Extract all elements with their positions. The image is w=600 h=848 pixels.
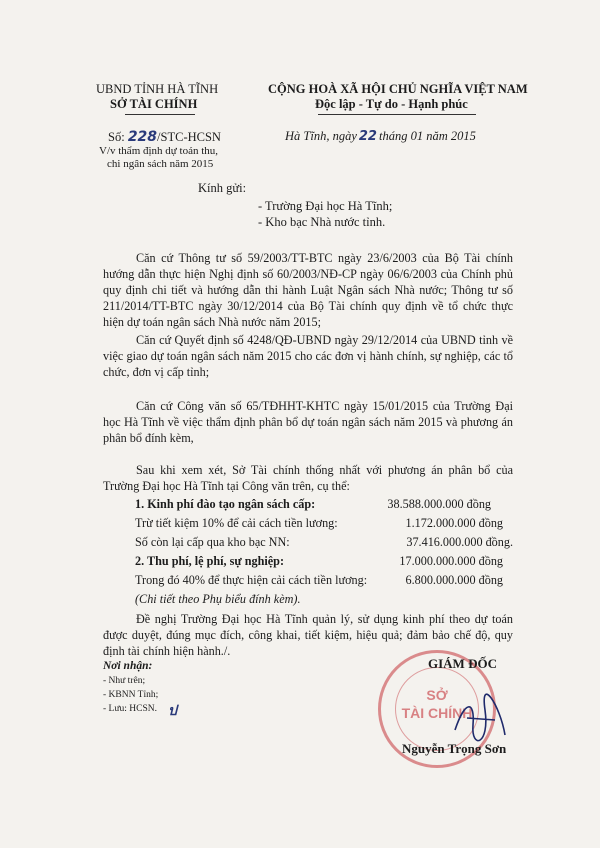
amount-row — [135, 535, 513, 551]
amount-value: 1.172.000.000 đồng — [405, 516, 503, 530]
signer-title: GIÁM ĐỐC — [428, 656, 497, 671]
amount-value: 17.000.000.000 đồng — [399, 554, 503, 568]
amount-label: Trừ tiết kiệm 10% để cải cách tiền lương: — [135, 516, 338, 530]
national-motto: Độc lập - Tự do - Hạnh phúc — [315, 97, 468, 111]
paragraph-legal-basis-2: Căn cứ Quyết định số 4248/QĐ-UBND ngày 29/12/2014 của UBND tỉnh về việc giao dự toán ngân sách năm 2015 cho các đơn vị hành chính, sự nghiệp, các tổ chức, đơn vị cấp tỉnh; — [103, 333, 513, 379]
doc-number-handwritten: 228 — [127, 129, 158, 145]
amount-value: 38.588.000.000 đồng — [387, 497, 491, 511]
amount-label: 1. Kinh phí đào tạo ngân sách cấp: — [135, 497, 316, 511]
amount-value: 6.800.000.000 đồng — [405, 573, 503, 587]
greeting: Kính gửi: — [198, 181, 247, 195]
amount-row — [135, 516, 513, 532]
date-prefix: Hà Tĩnh, ngày — [285, 129, 357, 143]
date-suffix: tháng 01 năm 2015 — [378, 129, 476, 143]
agency-underline — [125, 114, 195, 115]
amount-value: 37.416.000.000 đồng. — [406, 535, 513, 549]
document-number — [108, 129, 221, 145]
paragraph-conclusion: Sau khi xem xét, Sở Tài chính thống nhất với phương án phân bổ của Trường Đại học Hà Tĩnh tại Công văn trên, cụ thể: — [103, 463, 513, 493]
recipients-title: Nơi nhận: — [103, 660, 153, 672]
paragraph-request: Đề nghị Trường Đại học Hà Tĩnh quản lý, sử dụng kinh phí theo dự toán được duyệt, đúng mục đích, công khai, tiết kiệm, hiệu quả; đảm bảo chế độ, quy định tài chính hiện hành./. — [103, 612, 513, 658]
paragraph-legal-basis-3: Căn cứ Công văn số 65/TĐHHT-KHTC ngày 15/01/2015 của Trường Đại học Hà Tĩnh về việc thẩm định phân bổ dự toán ngân sách năm 2015 và phương án phân bổ đính kèm, — [103, 399, 513, 445]
recipient-1: - Trường Đại học Hà Tĩnh; — [258, 199, 393, 213]
footer-recipient: - Như trên; — [103, 676, 146, 686]
handwritten-mark: ป — [168, 703, 177, 719]
amount-label: Số còn lại cấp qua kho bạc NN: — [135, 535, 290, 549]
footer-recipient: - Lưu: HCSN. — [103, 704, 157, 714]
recipient-2: - Kho bạc Nhà nước tỉnh. — [258, 215, 386, 229]
amount-label: 2. Thu phí, lệ phí, sự nghiệp: — [135, 554, 284, 568]
issue-date — [285, 129, 476, 144]
subject-line-1: V/v thẩm định dự toán thu, — [99, 145, 219, 157]
amount-row — [135, 554, 513, 570]
amount-row — [135, 573, 513, 589]
doc-number-prefix: Số: — [108, 130, 125, 144]
subject-line-2: chi ngân sách năm 2015 — [107, 158, 214, 170]
paragraph-legal-basis-1: Căn cứ Thông tư số 59/2003/TT-BTC ngày 23/6/2003 của Bộ Tài chính hướng dẫn thực hiện Nghị định số 60/2003/NĐ-CP ngày 06/6/2003 của Chính phủ quy định chi tiết và hướng dẫn thi hành Luật Ngân sách Nhà nước; Thông tư số 211/2014/TT-BTC ngày 30/12/2014 của Bộ Tài chính quy định về tổ chức thực hiện dự toán ngân sách Nhà nước năm 2015; — [103, 251, 513, 329]
doc-number-suffix: /STC-HCSN — [157, 130, 221, 144]
agency-parent: UBND TỈNH HÀ TĨNH — [96, 82, 219, 96]
amount-row — [135, 497, 513, 513]
date-day-handwritten: 22 — [358, 129, 377, 144]
agency-name: SỞ TÀI CHÍNH — [110, 97, 198, 111]
signer-name: Nguyễn Trọng Sơn — [402, 741, 507, 756]
amount-label: Trong đó 40% để thực hiện cải cách tiền lương: — [135, 573, 368, 587]
footer-recipient: - KBNN Tỉnh; — [103, 690, 159, 700]
appendix-note: (Chi tiết theo Phụ biểu đính kèm). — [135, 592, 301, 606]
motto-underline — [318, 114, 476, 115]
stamp-text: TÀI CHÍNH — [401, 705, 473, 721]
national-title: CỘNG HOÀ XÃ HỘI CHỦ NGHĨA VIỆT NAM — [268, 82, 528, 96]
stamp-text: SỞ — [426, 687, 448, 703]
